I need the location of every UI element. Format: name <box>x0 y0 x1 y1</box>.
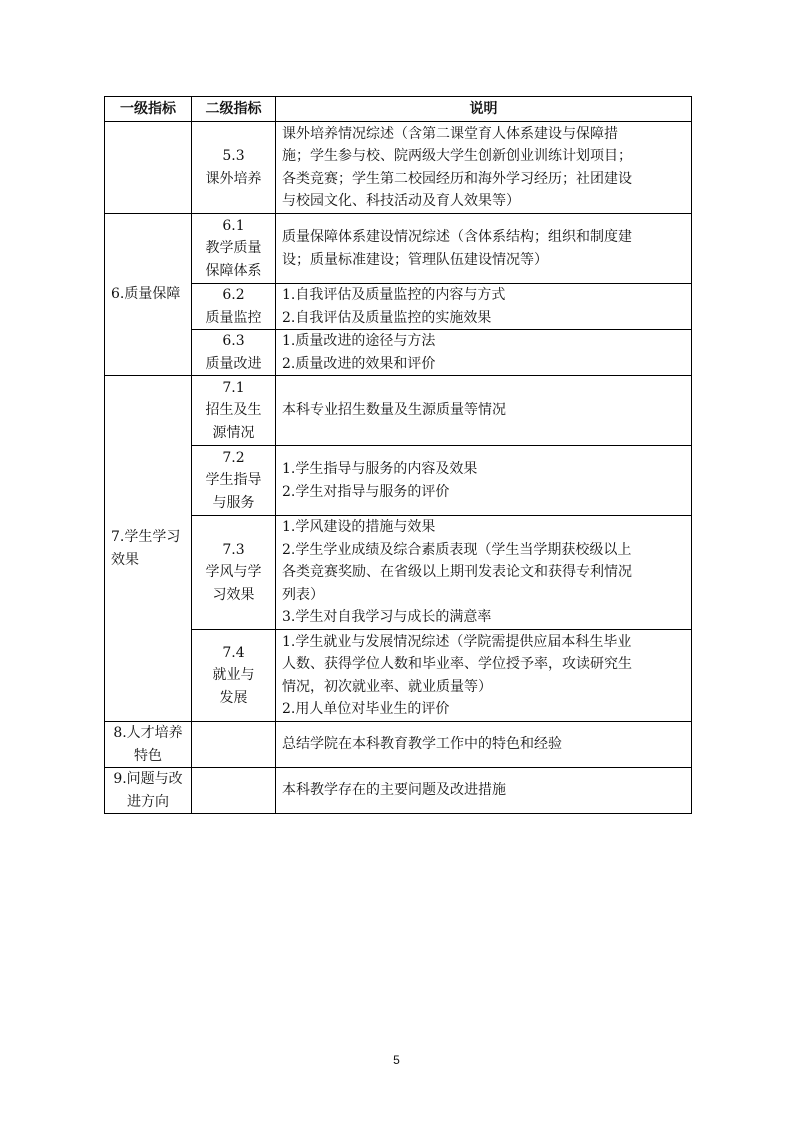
header-level1: 一级指标 <box>105 97 192 122</box>
description-cell: 1.学生指导与服务的内容及效果 2.学生对指导与服务的评价 <box>276 446 692 516</box>
table-row <box>105 722 692 768</box>
description-cell: 1.学风建设的措施与效果 2.学生学业成绩及综合素质表现（学生当学期获校级以上 各类竞赛奖励、在省级以上期刊发表论文和获得专利情况 列表） 3.学生对自我学习与成长的满意率 <box>276 516 692 630</box>
table-row <box>105 214 692 284</box>
header-level2: 二级指标 <box>192 97 276 122</box>
level2-cell <box>192 768 276 814</box>
level2-cell: 7.4 就业与 发展 <box>192 630 276 722</box>
table-header-row <box>105 97 692 122</box>
level2-cell: 6.2 质量监控 <box>192 284 276 330</box>
table-row <box>105 284 692 330</box>
level1-cell: 6.质量保障 <box>105 214 192 376</box>
indicator-table <box>104 96 692 814</box>
level2-cell: 7.1 招生及生 源情况 <box>192 376 276 446</box>
table-row <box>105 376 692 446</box>
description-cell: 1.质量改进的途径与方法 2.质量改进的效果和评价 <box>276 330 692 376</box>
level1-cell: 9.问题与改进方向 <box>105 768 192 814</box>
level2-cell: 6.3 质量改进 <box>192 330 276 376</box>
level2-cell <box>192 722 276 768</box>
table-row <box>105 122 692 214</box>
table-row <box>105 630 692 722</box>
level1-cell: 8.人才培养特色 <box>105 722 192 768</box>
table-row <box>105 330 692 376</box>
description-cell: 本科教学存在的主要问题及改进措施 <box>276 768 692 814</box>
level2-cell: 6.1 教学质量 保障体系 <box>192 214 276 284</box>
description-cell: 1.自我评估及质量监控的内容与方式 2.自我评估及质量监控的实施效果 <box>276 284 692 330</box>
table-row <box>105 446 692 516</box>
description-cell: 本科专业招生数量及生源质量等情况 <box>276 376 692 446</box>
description-cell: 课外培养情况综述（含第二课堂育人体系建设与保障措 施；学生参与校、院两级大学生创新创业训练计划项目； 各类竞赛；学生第二校园经历和海外学习经历；社团建设 与校园文化、科技活动及育人效果等） <box>276 122 692 214</box>
description-cell: 总结学院在本科教育教学工作中的特色和经验 <box>276 722 692 768</box>
level1-cell: 7.学生学习效果 <box>105 376 192 722</box>
table-row <box>105 768 692 814</box>
table-row <box>105 516 692 630</box>
description-cell: 质量保障体系建设情况综述（含体系结构；组织和制度建 设；质量标准建设；管理队伍建设情况等） <box>276 214 692 284</box>
level2-cell: 7.2 学生指导 与服务 <box>192 446 276 516</box>
header-description: 说明 <box>276 97 692 122</box>
level1-cell <box>105 122 192 214</box>
description-cell: 1.学生就业与发展情况综述（学院需提供应届本科生毕业 人数、获得学位人数和毕业率、学位授予率，攻读研究生 情况，初次就业率、就业质量等） 2.用人单位对毕业生的评价 <box>276 630 692 722</box>
level2-cell: 7.3 学风与学 习效果 <box>192 516 276 630</box>
page-number: 5 <box>393 1053 400 1067</box>
level2-cell: 5.3 课外培养 <box>192 122 276 214</box>
